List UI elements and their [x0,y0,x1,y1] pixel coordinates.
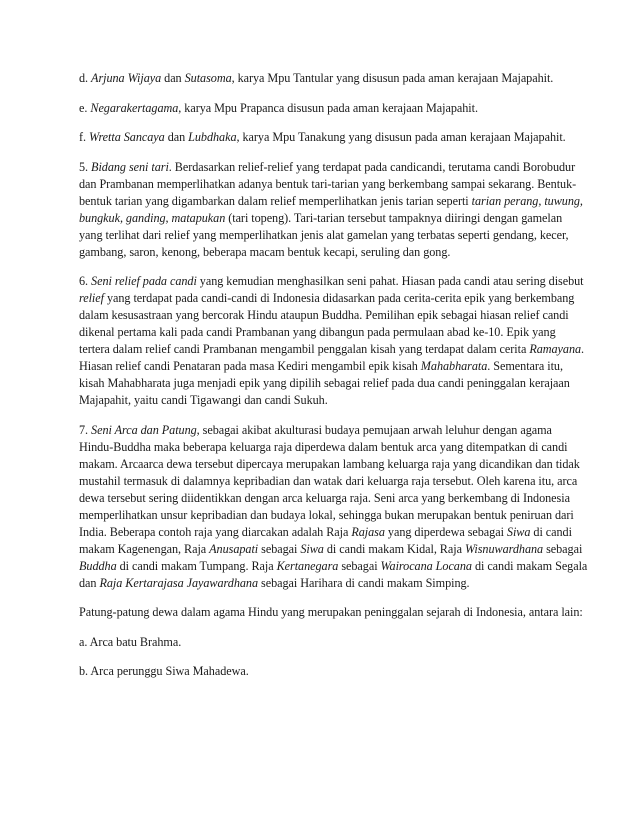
italic-term: Lubdhaka, [188,130,240,144]
list-item-b-arca-siwa [79,663,588,680]
text-run: . Sementara itu, kisah Mahabharata juga menjadi epik yang dipilih sebagai relief pada dua candi peninggalan kerajaan Majapahit, yaitu candi Tigawangi dan candi Sukuh. [79,359,570,407]
paragraph-e-negarakertagama [79,100,588,117]
text-run: dan [164,130,189,144]
italic-term: Ramayana [529,342,582,356]
italic-term: Wretta Sancaya [89,130,165,144]
text-run: di candi makam Tumpang. Raja [116,558,277,573]
text-run: e. [79,100,91,115]
text-run: 5. [79,159,92,174]
italic-term: Arjuna Wijaya [91,71,162,85]
italic-term: Rajasa [351,524,385,539]
list-item-a-arca-brahma [79,634,588,651]
text-run: Patung-patung dewa dalam agama Hindu yang merupakan peninggalan sejarah di Indonesia, antara lain: [79,605,583,619]
italic-term: Seni relief pada candi [91,274,197,288]
italic-term: Kertanegara [276,558,339,573]
text-run: . Berdasarkan relief-relief yang terdapat pada candicandi, terutama candi Borobudur dan Prambanan memperlihatkan adanya bentuk tari-tarian yang berkembang sampai sekarang. Bentuk-bentuk tarian yang digambarkan dalam relief memperlihatkan jenis tarian seperti [79,159,577,208]
text-run: 6. [79,274,92,288]
italic-term: Siwa [506,524,531,539]
text-run: a. Arca batu Brahma. [79,634,182,649]
italic-term: Wisnuwardhana [464,541,544,556]
text-run: di candi makam Kagenengan, Raja [79,524,572,556]
text-run: yang terdapat pada candi-candi di Indonesia didasarkan pada cerita-cerita epik yang berkembang dalam kesusastraan yang bercorak Hindu ataupun Buddha. Pemilihan epik sebagai hiasan relief candi dikenal pertama kali pada candi Prambanan yang dibangun pada permulaan abad ke-10. Epik yang tertera dalam relief candi Prambanan mengambil penggalan kisah yang terdapat dalam cerita [79,291,575,356]
text-run: , karya Mpu Prapanca disusun pada aman kerajaan Majapahit. [178,100,478,115]
text-run: sebagai [258,541,301,556]
italic-term: relief [79,291,104,305]
text-run: . Hiasan relief candi Penataran pada masa Kediri mengambil epik kisah [79,342,585,373]
paragraph-f-wretta-sancaya [79,129,588,146]
paragraph-d-arjuna-wijaya [79,70,588,87]
text-run: sebagai [338,558,381,573]
text-run: karya Mpu Tanakung yang disusun pada aman kerajaan Majapahit. [239,130,566,144]
text-run: d. [79,71,92,85]
italic-term: Seni Arca dan Patung, [91,422,200,437]
text-run: b. Arca perunggu Siwa Mahadewa. [79,664,249,678]
paragraph-6-seni-relief [79,273,588,409]
text-run: di candi makam Segala dan [79,558,588,590]
italic-term: Wairocana Locana [380,558,472,573]
italic-term: Anusapati [209,541,259,556]
italic-term: Buddha [79,558,117,573]
paragraph-7-seni-arca [79,422,588,592]
italic-term: Siwa [300,541,324,556]
text-run: 7. [79,422,92,437]
text-run: sebagai [543,541,583,556]
italic-term: Sutasoma [184,71,232,85]
text-run: (tari topeng). Tari-tarian tersebut tampaknya diiringi dengan gamelan yang terlihat dari relief yang memperlihatkan jenis alat gamelan yang terbatas seperti gendang, kecer, gambang, saron, kenong, beberapa macam bentuk kecapi, seruling dan gong. [79,210,569,259]
italic-term: Mahabharata [420,359,488,373]
italic-term: Bidang seni tari [91,159,169,174]
text-run: sebagai akibat akulturasi budaya pemujaan arwah leluhur dengan agama Hindu-Buddha maka beberapa keluarga raja diperdewa dalam bentuk arca yang ditempatkan di candi makam. Arcaarca dewa tersebut dipercaya merupakan lambang keluarga raja yang dicandikan dan tidak mustahil termasuk di dalamnya kepribadian dan watak dari keluarga raja tersebut. Oleh karena itu, arca dewa tersebut sering diidentikkan dengan arca keluarga raja. Seni arca yang berkembang di Indonesia memperlihatkan unsur kepribadian dan budaya lokal, sehingga bukan merupakan bentuk peniruan dari India. Beberapa contoh raja yang diarcakan adalah Raja [79,422,580,539]
italic-term: Negarakertagama [90,100,179,115]
paragraph-patung-dewa-intro [79,604,588,621]
italic-term: tarian perang, tuwung, bungkuk, ganding, matapukan [79,193,583,225]
text-run: f. [79,130,90,144]
text-run: di candi makam Kidal, Raja [323,541,465,556]
text-run: sebagai Harihara di candi makam Simping. [258,575,470,590]
text-run: yang diperdewa sebagai [384,524,507,539]
italic-term: Raja Kertarajasa Jayawardhana [99,575,259,590]
text-run: dan [161,71,185,85]
text-run: , karya Mpu Tantular yang disusun pada aman kerajaan Majapahit. [231,71,554,85]
text-run: yang kemudian menghasilkan seni pahat. Hiasan pada candi atau sering disebut [196,274,584,288]
paragraph-5-seni-tari [79,159,588,261]
